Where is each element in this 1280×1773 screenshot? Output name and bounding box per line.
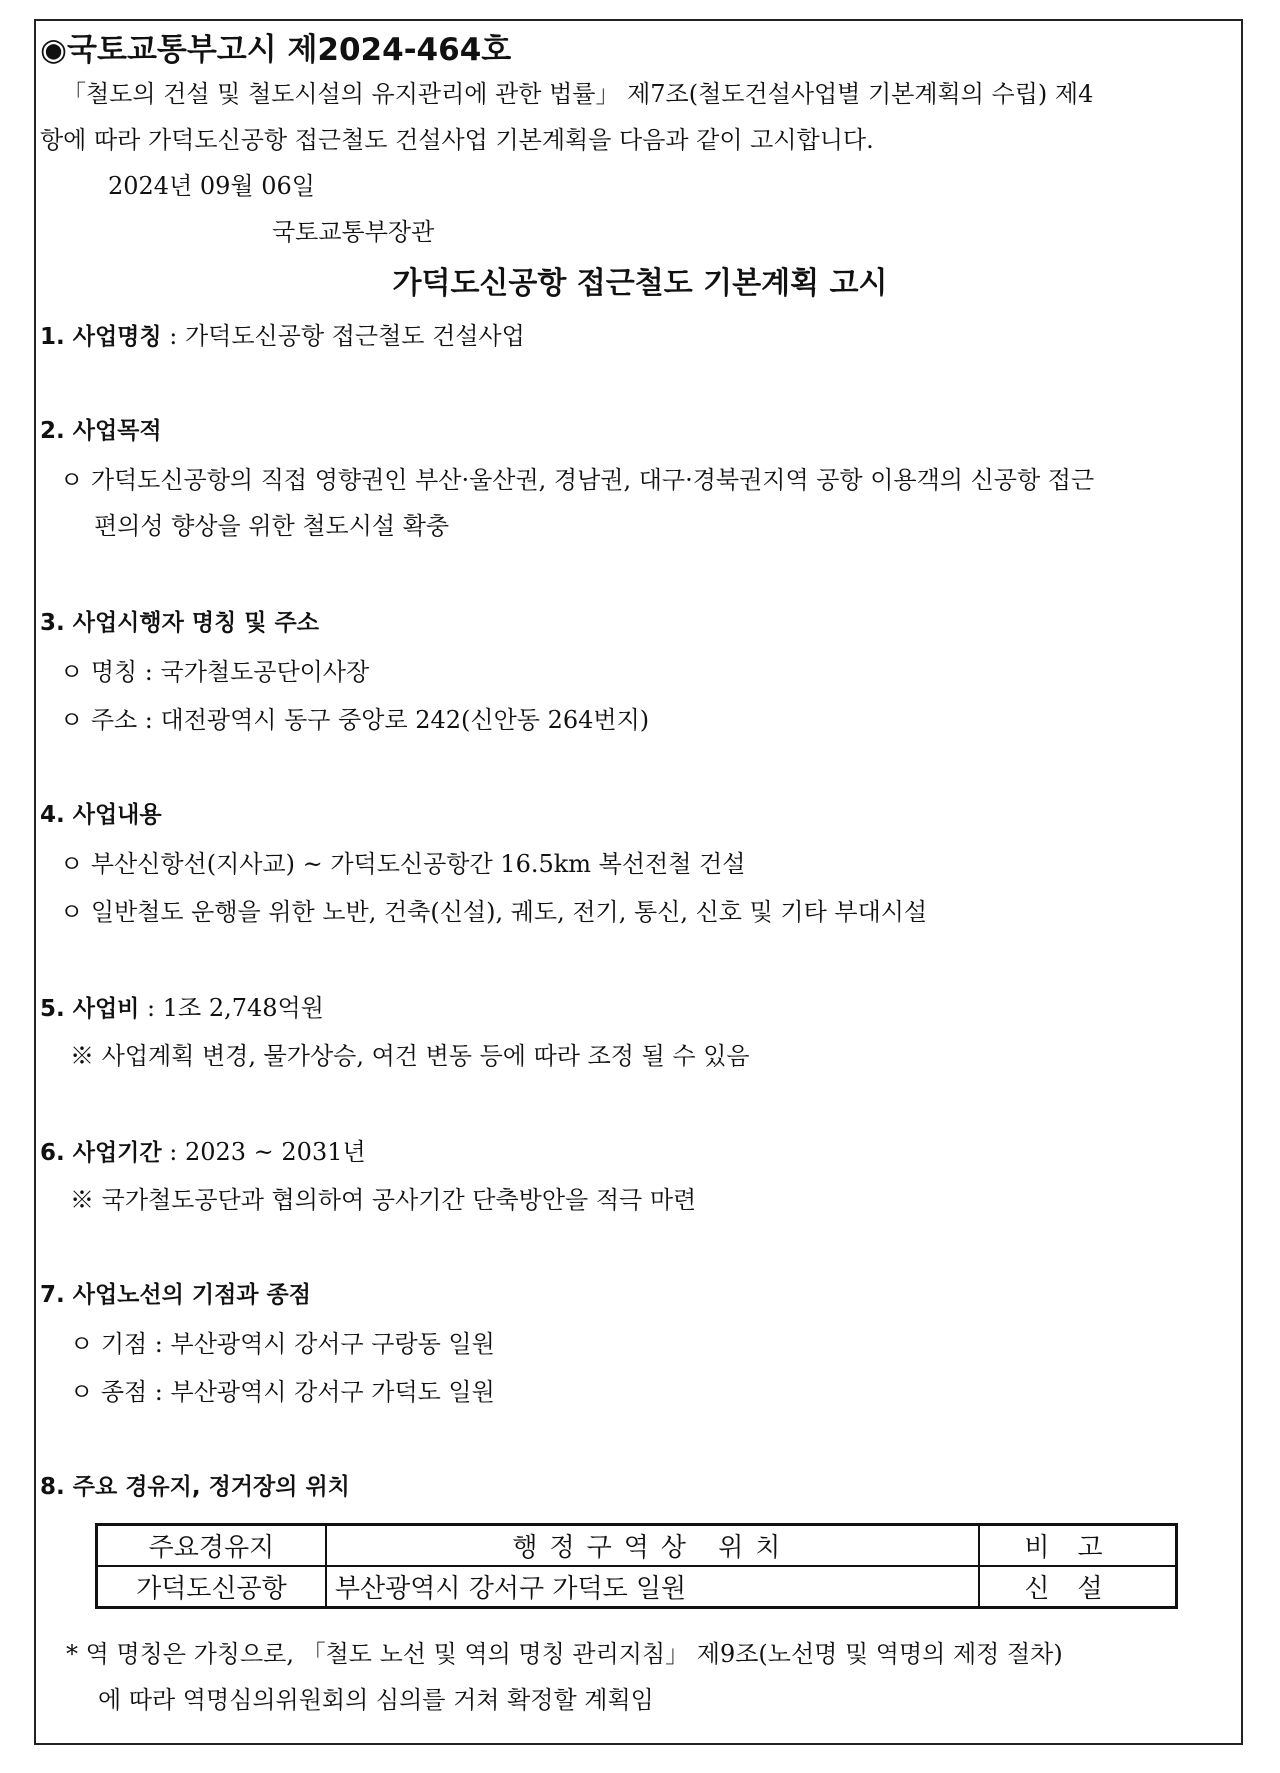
- section-4-heading: 4. 사업내용: [40, 802, 162, 828]
- table-cell: 가덕도신공항: [97, 1566, 326, 1608]
- table-header-cell: 행정구역상 위치: [326, 1525, 979, 1567]
- table-cell: 부산광역시 강서구 가덕도 일원: [326, 1566, 979, 1608]
- location-table: [95, 1523, 1178, 1609]
- section-6-note: ※ 국가철도공단과 협의하여 공사기간 단축방안을 적극 마련: [70, 1186, 697, 1214]
- section-6-heading: 6. 사업기간: [40, 1140, 162, 1166]
- section-4-item-1: ㅇ 부산신항선(지사교) ~ 가덕도신공항간 16.5km 복선전철 건설: [60, 850, 746, 878]
- notice-number: ◉국토교통부고시 제2024-464호: [40, 32, 512, 68]
- section-6: [40, 1132, 366, 1167]
- table-cell: 신설: [979, 1566, 1177, 1608]
- table-header-row: [97, 1525, 1177, 1567]
- document-title: 가덕도신공항 접근철도 기본계획 고시: [392, 266, 888, 301]
- section-3-item-2: ㅇ 주소 : 대전광역시 동구 중앙로 242(신안동 264번지): [60, 706, 650, 734]
- section-2-heading: 2. 사업목적: [40, 418, 162, 444]
- section-1: [40, 316, 525, 351]
- section-5-text: : 1조 2,748억원: [139, 994, 324, 1022]
- section-5-heading: 5. 사업비: [40, 996, 140, 1022]
- section-1-text: : 가덕도신공항 접근철도 건설사업: [161, 322, 525, 350]
- preamble-line-2: 항에 따라 가덕도신공항 접근철도 건설사업 기본계획을 다음과 같이 고시합니다.: [40, 126, 874, 154]
- section-7-item-2: ㅇ 종점 : 부산광역시 강서구 가덕도 일원: [70, 1378, 495, 1406]
- footnote-line-2: 에 따라 역명심의위원회의 심의를 거쳐 확정할 계획임: [98, 1686, 654, 1714]
- section-2-item-line-2: 편의성 향상을 위한 철도시설 확충: [94, 512, 450, 540]
- footnote-line-1: * 역 명칭은 가칭으로, 「철도 노선 및 역의 명칭 관리지침」 제9조(노선명 및 역명의 제정 절차): [66, 1640, 1063, 1668]
- table-header-cell: 비고: [979, 1525, 1177, 1567]
- section-1-heading: 1. 사업명칭: [40, 324, 162, 350]
- issuer: 국토교통부장관: [272, 218, 435, 246]
- table-row: [97, 1566, 1177, 1608]
- section-3-heading: 3. 사업시행자 명칭 및 주소: [40, 610, 319, 636]
- section-8-heading: 8. 주요 경유지, 정거장의 위치: [40, 1474, 350, 1500]
- section-7-heading: 7. 사업노선의 기점과 종점: [40, 1282, 311, 1308]
- table-header-cell: 주요경유지: [97, 1525, 326, 1567]
- section-7-item-1: ㅇ 기점 : 부산광역시 강서구 구랑동 일원: [70, 1330, 495, 1358]
- preamble-line-1: 「철도의 건설 및 철도시설의 유지관리에 관한 법률」 제7조(철도건설사업별 기본계획의 수립) 제4: [62, 80, 1094, 108]
- section-5: [40, 988, 324, 1023]
- section-2-item-line-1: ㅇ 가덕도신공항의 직접 영향권인 부산·울산권, 경남권, 대구·경북권지역 공항 이용객의 신공항 접근: [60, 466, 1095, 494]
- section-5-note: ※ 사업계획 변경, 물가상승, 여건 변동 등에 따라 조정 될 수 있음: [70, 1042, 750, 1070]
- notice-date: 2024년 09월 06일: [108, 172, 315, 200]
- section-4-item-2: ㅇ 일반철도 운행을 위한 노반, 건축(신설), 궤도, 전기, 통신, 신호 및 기타 부대시설: [60, 898, 928, 926]
- section-3-item-1: ㅇ 명칭 : 국가철도공단이사장: [60, 658, 370, 686]
- section-6-text: : 2023 ~ 2031년: [161, 1138, 366, 1166]
